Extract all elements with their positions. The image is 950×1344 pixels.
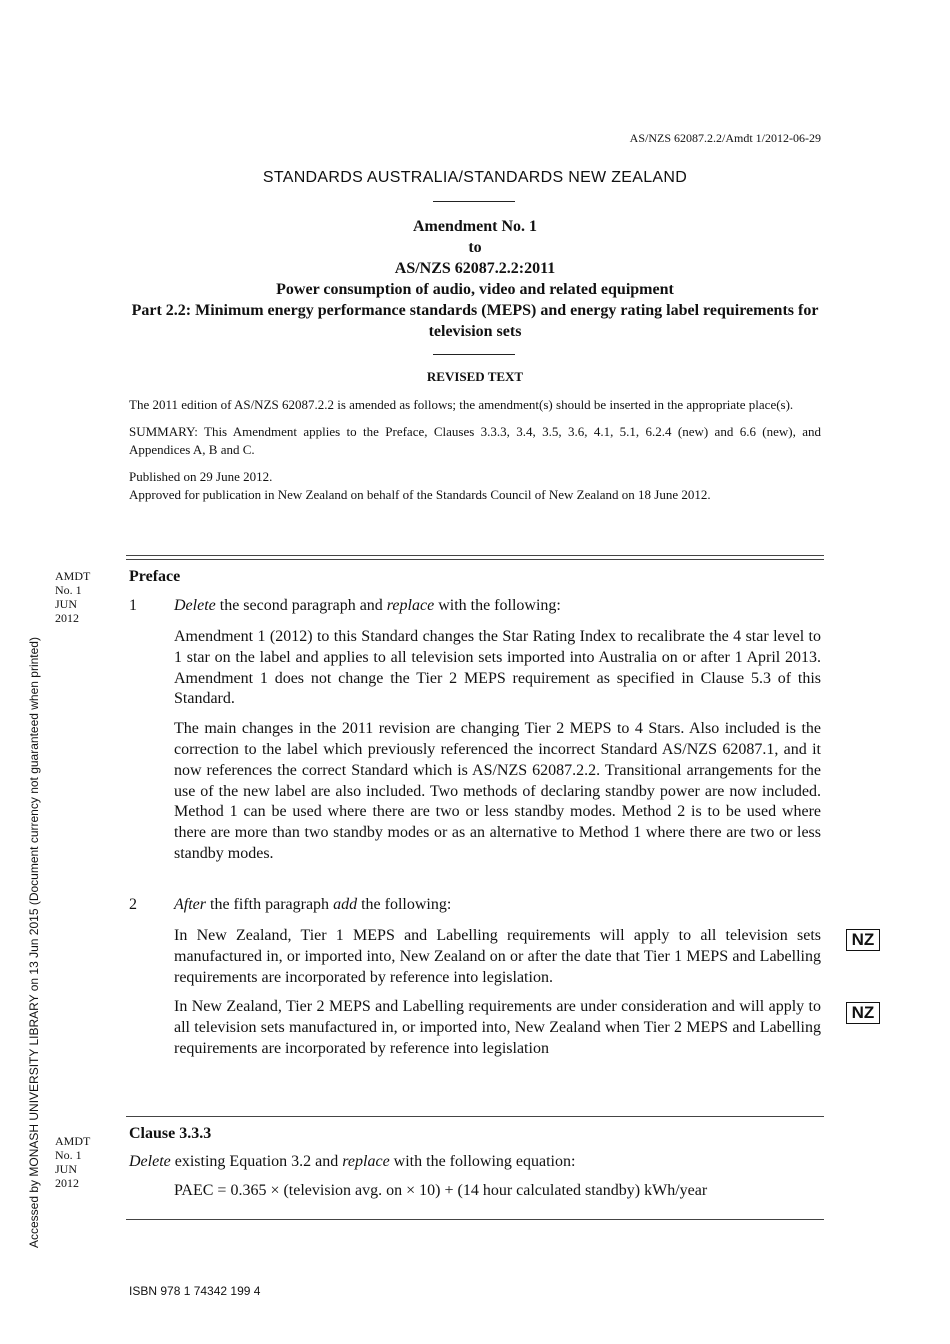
item-instruction — [174, 597, 561, 615]
standard-number: AS/NZS 62087.2.2:2011 — [394, 260, 556, 277]
title-block — [100, 216, 850, 342]
instruction-text: the following: — [357, 896, 452, 913]
instruction-text: existing Equation 3.2 and — [170, 1153, 343, 1170]
preface-heading: Preface — [129, 568, 181, 585]
divider — [433, 354, 515, 355]
equation: PAEC = 0.365 × (television avg. on × 10) + (14 hour calculated standby) kWh/year — [174, 1182, 708, 1199]
nz-badge: NZ — [846, 1002, 880, 1024]
item-instruction — [174, 896, 451, 914]
document-reference: AS/NZS 62087.2.2/Amdt 1/2012-06-29 — [629, 131, 821, 145]
title-to: to — [468, 239, 482, 256]
approval-note: Approved for publication in New Zealand on behalf of the Standards Council of New Zealand on 18 June 2012. — [129, 487, 711, 502]
section-divider — [126, 555, 824, 560]
preface-body — [174, 627, 821, 865]
title-line-1: Power consumption of audio, video and related equipment — [276, 281, 674, 298]
summary-paragraph: SUMMARY: This Amendment applies to the Preface, Clauses 3.3.3, 3.4, 3.5, 3.6, 4.1, 5.1, 6.2.4 (new) and 6.6 (new), and Appendices A, B and C. — [129, 424, 821, 457]
intro-section — [129, 396, 821, 504]
divider — [433, 201, 515, 202]
preface-paragraph: The main changes in the 2011 revision are changing Tier 2 MEPS to 4 Stars. Also included is the correction to the label which previously referenced the incorrect Standard AS/NZS 62087.1, and it now references the correct Standard which is AS/NZS 62087.2.2. Transitional arrangements for the use of the new label are also included. Two methods of declaring standby power are now included. Method 1 can be used where there are two or less standby modes. Method 2 is to be used where there are more than two standby modes or as an alternative to Method 1 where there are two or less standby modes. — [174, 720, 821, 862]
amendment-note — [55, 1134, 90, 1190]
published-date: Published on 29 June 2012. — [129, 469, 273, 484]
amdt-number: No. 1 — [55, 583, 82, 597]
clause-instruction — [129, 1153, 575, 1171]
section-divider — [126, 1219, 824, 1220]
nz-badge: NZ — [846, 929, 880, 951]
instruction-verb: replace — [386, 597, 435, 614]
instruction-text: with the following equation: — [389, 1153, 576, 1170]
instruction-text: the second paragraph and — [215, 597, 387, 614]
instruction-verb: Delete — [174, 597, 216, 614]
amdt-year: 2012 — [55, 1176, 79, 1190]
amdt-label: AMDT — [55, 569, 91, 583]
section-divider — [126, 1116, 824, 1117]
intro-paragraph: The 2011 edition of AS/NZS 62087.2.2 is amended as follows; the amendment(s) should be inserted in the appropriate place(s). — [129, 397, 794, 412]
instruction-verb: replace — [342, 1153, 390, 1170]
instruction-verb: Delete — [129, 1153, 171, 1170]
item-number: 2 — [129, 896, 137, 913]
instruction-verb: add — [333, 896, 358, 913]
title-line-2: Part 2.2: Minimum energy performance standards (MEPS) and energy rating label requirements for television sets — [131, 302, 819, 340]
amdt-label: AMDT — [55, 1134, 91, 1148]
amdt-number: No. 1 — [55, 1148, 82, 1162]
nz-paragraph: In New Zealand, Tier 1 MEPS and Labelling requirements will apply to all television sets manufactured in, or imported into, New Zealand on or after the date that Tier 1 MEPS and Labelling requirements are incorporated by reference into legislation. — [174, 927, 821, 986]
instruction-text: with the following: — [434, 597, 561, 614]
amendment-number: Amendment No. 1 — [413, 218, 537, 235]
amendment-note — [55, 569, 90, 625]
amdt-month: JUN — [55, 1162, 78, 1176]
instruction-verb: After — [174, 896, 206, 913]
amdt-year: 2012 — [55, 611, 79, 625]
isbn: ISBN 978 1 74342 199 4 — [129, 1284, 261, 1298]
revised-text-heading: REVISED TEXT — [426, 369, 524, 384]
preface-paragraph: Amendment 1 (2012) to this Standard changes the Star Rating Index to recalibrate the 4 star level to 1 star on the label and applies to all television sets imported into Australia on or after 1 April 2013. Amendment 1 does not change the Tier 2 MEPS requirement as specified in Clause 5.3 of this Standard. — [174, 628, 821, 708]
amdt-month: JUN — [55, 597, 78, 611]
nz-paragraph: In New Zealand, Tier 2 MEPS and Labelling requirements are under consideration and will apply to all television sets manufactured in, or imported into, New Zealand when Tier 2 MEPS and Labelling requirements are incorporated by reference into legislation — [174, 998, 821, 1057]
organization-title: STANDARDS AUSTRALIA/STANDARDS NEW ZEALAND — [262, 169, 688, 186]
item-number: 1 — [129, 597, 137, 614]
access-watermark: Accessed by MONASH UNIVERSITY LIBRARY on 13 Jun 2015 (Document currency not guaranteed when printed) — [27, 637, 41, 1248]
instruction-text: the fifth paragraph — [206, 896, 334, 913]
clause-heading: Clause 3.3.3 — [129, 1125, 212, 1142]
